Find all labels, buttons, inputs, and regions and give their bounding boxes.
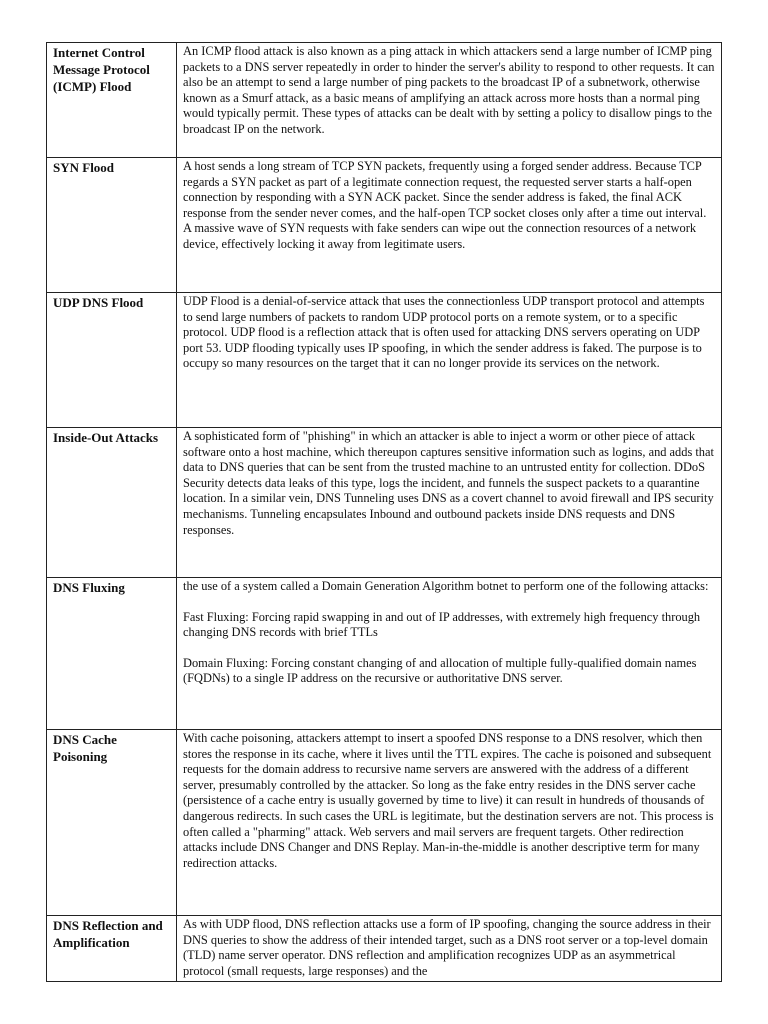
attack-name: DNS Cache Poisoning [47, 730, 177, 916]
description-paragraph: A sophisticated form of "phishing" in which an attacker is able to inject a worm or other piece of attack software onto a host machine, which thereupon captures sensitive information such as logins, and adds that data to DNS queries that can be sent from the trusted machine to an untrusted entity for collection. DDoS Security detects data leaks of this type, logs the incident, and funnels the suspect packets to a quarantine location. In a similar vein, DNS Tunneling uses DNS as a covert channel to avoid firewall and IPS security mechanisms. Tunneling encapsulates Inbound and outbound packets inside DNS requests and DNS responses. [183, 429, 714, 537]
description-paragraph: With cache poisoning, attackers attempt to insert a spoofed DNS response to a DNS resolver, which then stores the response in its cache, where it lives until the TTL expires. The cache is poisoned and subsequent requests for the domain address to recursive name servers are answered with the address of a different server, presumably controlled by the attacker. So long as the fake entry resides in the DNS server cache (persistence of a cache entry is usually governed by time to live) it can result in hundreds of thousands of dangerous redirects. In such cases the URL is legitimate, but the destination servers are not. This process is often called a "pharming" attack. Web servers and mail servers are frequent targets. Other redirection attacks include DNS Changer and DNS Replay. Man-in-the-middle is another descriptive term for many redirection attacks. [183, 731, 714, 870]
attack-table [46, 42, 722, 982]
table-row [47, 730, 722, 916]
table-row [47, 293, 722, 428]
attack-description [177, 158, 722, 293]
table-row [47, 158, 722, 293]
description-paragraph: A host sends a long stream of TCP SYN packets, frequently using a forged sender address. Because TCP regards a SYN packet as part of a legitimate connection request, the requested server starts a half-open connection by responding with a SYN ACK packet. Since the sender address is faked, the final ACK response from the sender never comes, and the half-open TCP socket closes only after a time out interval. A massive wave of SYN requests with fake senders can wipe out the connection resources of a network device, effectively locking it away from legitimate users. [183, 159, 707, 251]
attack-name: DNS Reflection and Amplification [47, 916, 177, 982]
attack-description [177, 43, 722, 158]
attack-name: Internet Control Message Protocol (ICMP) Flood [47, 43, 177, 158]
attack-description [177, 293, 722, 428]
description-paragraph: Fast Fluxing: Forcing rapid swapping in and out of IP addresses, with extremely high frequency through changing DNS records with brief TTLs [183, 609, 701, 640]
table-row [47, 43, 722, 158]
description-paragraph: UDP Flood is a denial-of-service attack that uses the connectionless UDP transport protocol and attempts to send large numbers of packets to random UDP protocol ports on a remote system, or to a specific protocol. UDP flood is a reflection attack that is often used for attacking DNS servers operating on UDP port 53. UDP flooding typically uses IP spoofing, in which the sender address is faked. The purpose is to occupy so many resources on the target that it can no longer provide its services on the network. [183, 294, 705, 371]
table-row [47, 578, 722, 730]
attack-description [177, 916, 722, 982]
description-paragraph: An ICMP flood attack is also known as a ping attack in which attackers send a large number of ICMP ping packets to a DNS server repeatedly in order to hinder the server's ability to respond to other requests. It can also be an attempt to send a large number of ping packets to the broadcast IP of a subnetwork, otherwise known as a Smurf attack, as a basic means of amplifying an attack across more hosts than a normal ping would typically permit. These types of attacks can be dealt with by setting a policy to disallow pings to the broadcast IP on the network. [183, 44, 715, 136]
attack-name: SYN Flood [47, 158, 177, 293]
description-paragraph: the use of a system called a Domain Generation Algorithm botnet to perform one of the following attacks: [183, 579, 709, 593]
attack-description [177, 428, 722, 578]
description-paragraph: As with UDP flood, DNS reflection attacks use a form of IP spoofing, changing the source address in their DNS queries to show the address of their intended target, such as a DNS root server or a top-level domain (TLD) name server operator. DNS reflection and amplification recognizes UDP as an asymmetrical protocol (small requests, large responses) and the [183, 917, 711, 978]
attack-description [177, 730, 722, 916]
table-row [47, 916, 722, 982]
table-row [47, 428, 722, 578]
attack-description [177, 578, 722, 730]
attack-name: Inside-Out Attacks [47, 428, 177, 578]
attack-name: DNS Fluxing [47, 578, 177, 730]
attack-name: UDP DNS Flood [47, 293, 177, 428]
description-paragraph: Domain Fluxing: Forcing constant changing of and allocation of multiple fully-qualified domain names (FQDNs) to a single IP address on the recursive or authoritative DNS server. [183, 655, 697, 686]
